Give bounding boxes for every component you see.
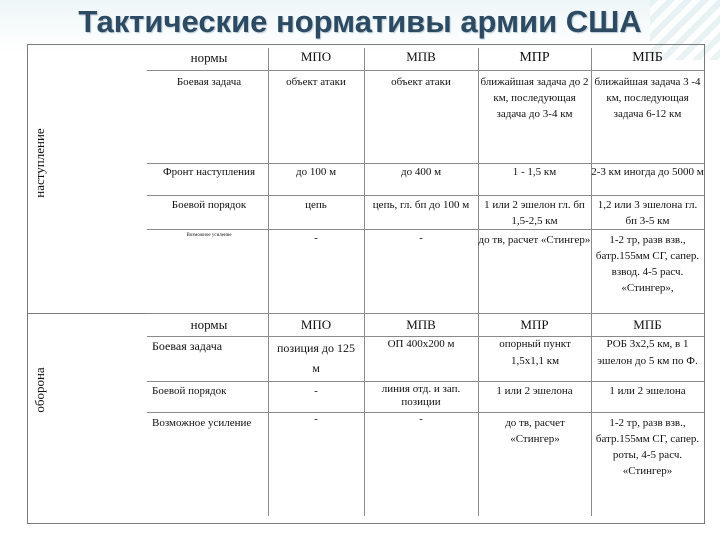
defense-header-mpr: МПР — [520, 317, 549, 332]
attack-cell: ближайшая задача 3 -4 км, последующая задача 6-12 км — [594, 76, 701, 120]
section-label-attack: наступление — [32, 128, 47, 198]
attack-cell: цепь — [305, 199, 327, 211]
attack-cell: цепь, гл. бп до 100 м — [372, 199, 470, 211]
attack-cell: объект атаки — [391, 76, 451, 88]
attack-header-mpb: МПБ — [632, 50, 663, 65]
attack-cell: Боевая задача — [176, 76, 242, 88]
defense-cell: - — [314, 385, 318, 397]
attack-cell: 1,2 или 3 эшелона гл. бп 3-5 км — [597, 199, 698, 227]
defense-cell: Возможное усиление — [152, 417, 252, 429]
attack-cell: - — [314, 232, 318, 244]
grid-line — [147, 195, 704, 196]
section-divider — [27, 313, 147, 314]
attack-cell: Боевой порядок — [171, 199, 247, 211]
page-title: Тактические нормативы армии США — [78, 4, 642, 39]
grid-line — [364, 48, 365, 516]
defense-cell: 1 или 2 эшелона — [609, 385, 686, 397]
defense-cell: - — [419, 413, 423, 425]
defense-header-mpb: МПБ — [633, 317, 662, 332]
defense-cell: 1 или 2 эшелона — [496, 385, 573, 397]
attack-cell: ближайшая задача до 2 км, последующая задача до 3-4 км — [480, 76, 589, 120]
attack-cell: Фронт наступления — [162, 166, 256, 178]
defense-cell: Боевой порядок — [152, 385, 227, 397]
attack-cell: 1-2 тр, разв взв., батр.155мм СГ, сапер. взвод. 4-5 расч. «Стингер», — [595, 234, 700, 294]
defense-cell: опорный пункт 1,5х1,1 км — [499, 338, 571, 367]
grid-line — [147, 70, 704, 71]
grid-line — [268, 48, 269, 516]
defense-header-norms: нормы — [190, 317, 228, 332]
attack-cell: до 100 м — [295, 166, 337, 178]
attack-cell: объект атаки — [286, 76, 346, 88]
defense-cell: Боевая задача — [152, 339, 223, 353]
section-label-defense: оборона — [32, 367, 47, 413]
defense-cell: - — [314, 413, 318, 425]
attack-header-mpo: МПО — [300, 49, 332, 64]
defense-header-mpo: МПО — [300, 317, 332, 332]
attack-cell: 1 - 1,5 км — [512, 166, 557, 178]
attack-cell: 1 или 2 эшелон гл. бп 1,5-2,5 км — [484, 199, 585, 227]
defense-cell: ОП 400х200 м — [387, 338, 455, 350]
attack-cell: до тв, расчет «Стингер» — [478, 234, 591, 246]
defense-header-mpv: МПВ — [406, 317, 436, 332]
grid-line — [147, 313, 704, 314]
grid-line — [147, 381, 704, 382]
defense-cell: до тв, расчет «Стингер» — [505, 417, 565, 445]
defense-cell: линия отд. и зап. позиции — [381, 383, 461, 408]
attack-header-mpr: МПР — [519, 50, 550, 65]
defense-cell: позиция до 125 м — [276, 341, 356, 375]
attack-cell: до 400 м — [400, 166, 442, 178]
attack-header-mpv: МПВ — [406, 49, 436, 64]
defense-cell: 1-2 тр, разв взв., батр.155мм СГ, сапер. роты, 4-5 расч. «Стингер» — [595, 417, 700, 477]
defense-cell: РОБ 3х2,5 км, в 1 эшелон до 5 км по Ф. — [597, 338, 698, 367]
attack-header-norms: нормы — [190, 50, 228, 65]
attack-cell: - — [419, 232, 423, 244]
attack-cell: 2-3 км иногда до 5000 м — [591, 166, 704, 178]
attack-cell: Возможное усиление — [186, 233, 232, 238]
